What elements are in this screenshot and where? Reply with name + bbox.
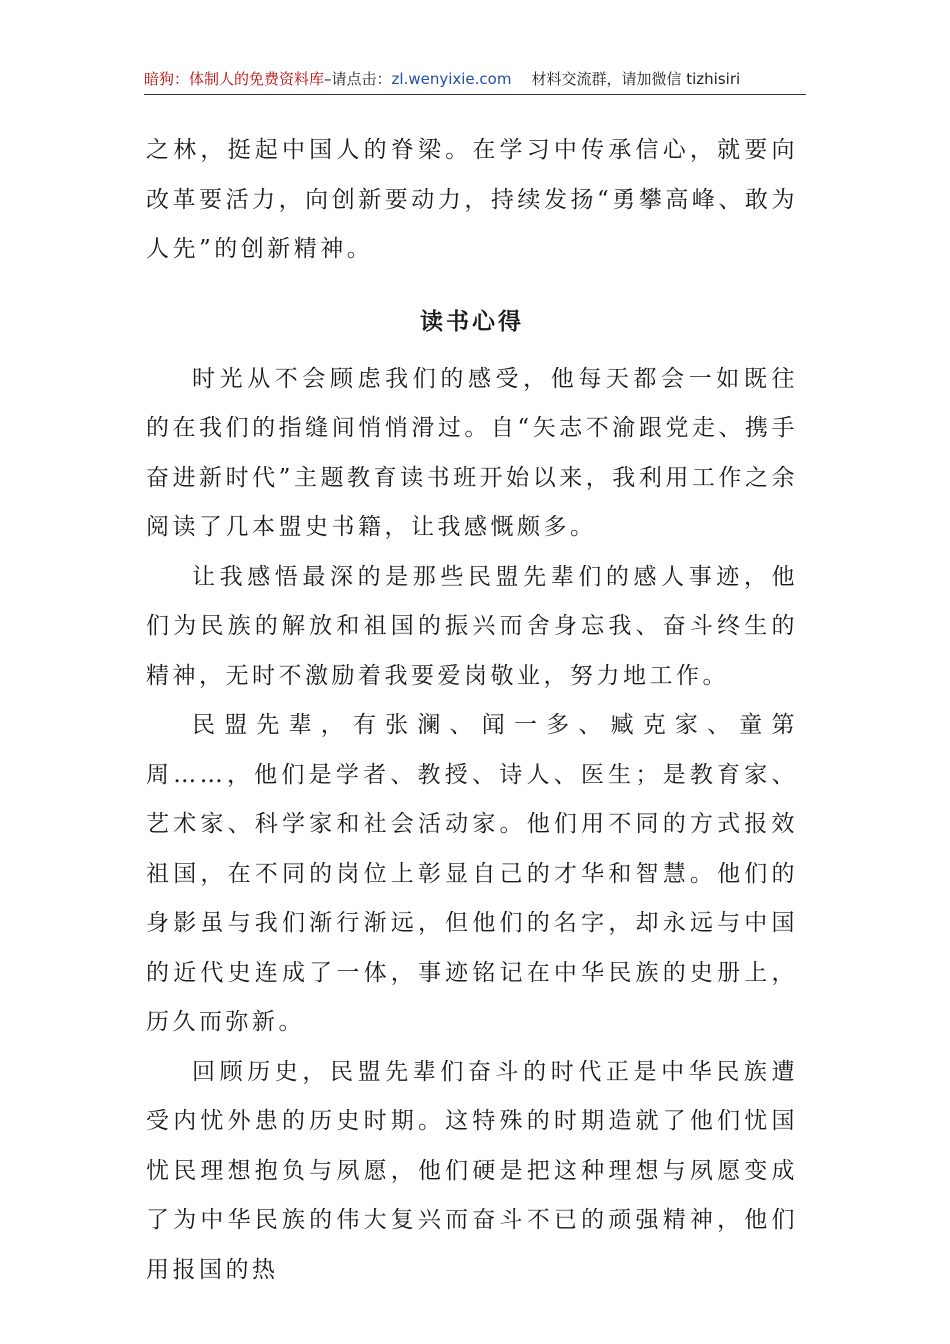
promo-click-text: –请点击： [324, 70, 392, 88]
section-title: 读书心得 [420, 308, 524, 335]
promo-title: 暗狗：体制人的免费资料库 [144, 70, 325, 88]
document-body [146, 126, 798, 1295]
intro-paragraph: 之林，挺起中国人的脊梁。在学习中传承信心，就要向改革要活力，向创新要动力，持续发扬“勇攀高峰、敢为人先”的创新精神。 [146, 137, 798, 262]
promo-contact: 材料交流群，请加微信 tizhisiri [531, 70, 741, 88]
promo-url-link[interactable]: zl.wenyixie.com [391, 70, 512, 88]
body-paragraph: 民盟先辈，有张澜、闻一多、臧克家、童第周……，他们是学者、教授、诗人、医生；是教育家、艺术家、科学家和社会活动家。他们用不同的方式报效祖国，在不同的岗位上彰显自己的才华和智慧。他们的身影虽与我们渐行渐远，但他们的名字，却永远与中国的近代史连成了一体，事迹铭记在中华民族的史册上，历久而弥新。 [146, 712, 798, 1035]
page-header [144, 62, 806, 95]
body-paragraph: 时光从不会顾虑我们的感受，他每天都会一如既往的在我们的指缝间悄悄滑过。自“矢志不渝跟党走、携手奋进新时代”主题教育读书班开始以来，我利用工作之余阅读了几本盟史书籍，让我感慨颇多。 [146, 365, 798, 540]
body-paragraph: 让我感悟最深的是那些民盟先辈们的感人事迹，他们为民族的解放和祖国的振兴而舍身忘我、奋斗终生的精神，无时不激励着我要爱岗敬业，努力地工作。 [146, 563, 798, 689]
body-paragraph: 回顾历史，民盟先辈们奋斗的时代正是中华民族遭受内忧外患的历史时期。这特殊的时期造就了他们忧国忧民理想抱负与夙愿，他们硬是把这种理想与夙愿变成了为中华民族的伟大复兴而奋斗不已的顽强精神，他们用报国的热 [146, 1058, 798, 1283]
